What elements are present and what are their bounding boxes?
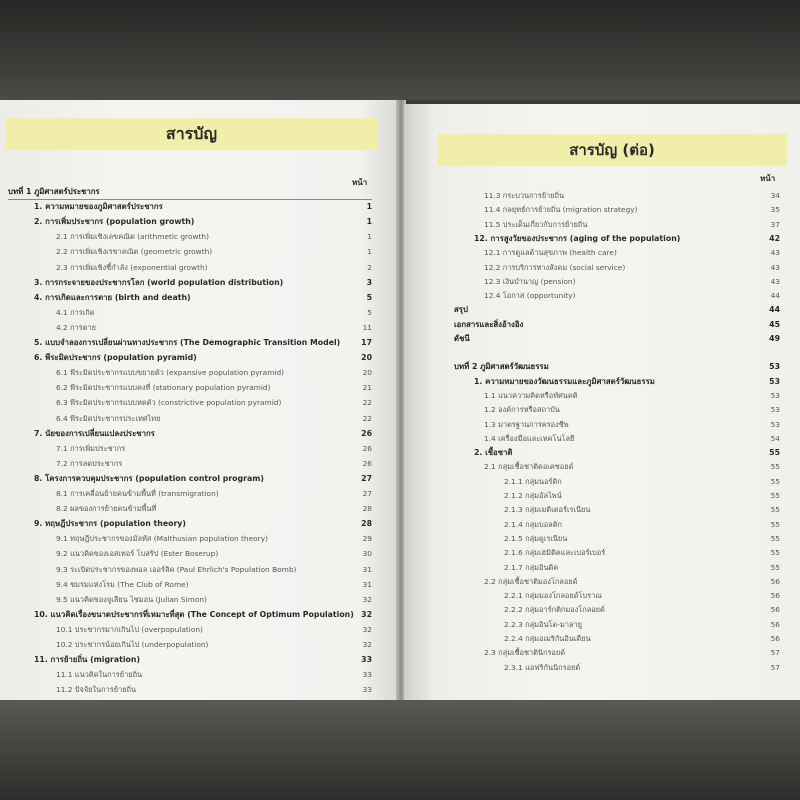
toc-entry xyxy=(0,637,398,653)
toc-entry xyxy=(0,350,398,366)
toc-entry-title: 2.1.7 กลุ่มอินดิค xyxy=(504,562,559,572)
toc-entry-title: 2. เชื้อชาติ xyxy=(474,448,513,458)
toc-entry-page: 56 xyxy=(770,591,780,601)
toc-entry-page: 56 xyxy=(770,576,780,586)
toc-entry-page: 53 xyxy=(770,419,780,429)
toc-entry-title: 7.2 การลดประชากร xyxy=(56,458,123,468)
toc-entry-page: 53 xyxy=(769,362,780,372)
toc-entry-page: 22 xyxy=(362,398,372,408)
toc-entry xyxy=(0,531,398,547)
toc-entry-title: 12. การสูงวัยของประชากร (aging of the population) xyxy=(474,233,681,243)
toc-entry xyxy=(0,199,398,215)
toc-entry-title: 1. ความหมายของวัฒนธรรมและภูมิศาสตร์วัฒนธรรม xyxy=(474,376,655,386)
toc-entry xyxy=(0,275,398,291)
toc-entry-title: 12.3 เงินบำนาญ (pension) xyxy=(484,276,576,286)
toc-entry-title: 2.1 การเพิ่มเชิงเลขคณิต (arithmetic growth) xyxy=(56,232,209,242)
toc-entry xyxy=(0,652,398,668)
toc-entry-page: 55 xyxy=(770,491,780,500)
toc-entry-page: 55 xyxy=(769,448,780,458)
toc-entry xyxy=(0,441,398,457)
background-bottom xyxy=(0,700,800,800)
toc-entry-title: 2.1.1 กลุ่มนอร์ดิก xyxy=(504,476,562,486)
toc-entry-page: 55 xyxy=(770,462,780,472)
toc-entry-page: 33 xyxy=(362,685,372,695)
toc-entry-page: 53 xyxy=(769,376,780,386)
toc-entry-page: 32 xyxy=(362,594,372,604)
toc-entry-page: 1 xyxy=(366,202,372,212)
toc-entry-page: 44 xyxy=(769,305,780,315)
toc-entry-page: 5 xyxy=(367,307,372,317)
toc-entry xyxy=(0,411,398,427)
toc-entry-title: 2. การเพิ่มประชากร (population growth) xyxy=(34,217,195,227)
toc-entry-title: 2.2.1 กลุ่มมองโกลอยด์โบราณ xyxy=(504,591,603,601)
toc-entry-page: 26 xyxy=(362,443,372,453)
toc-entry-title: 11. การย้ายถิ่น (migration) xyxy=(34,655,141,665)
toc-entry xyxy=(0,562,398,578)
toc-entry-page: 5 xyxy=(366,292,372,302)
toc-entry-title: 6.1 พีระมิดประชากรแบบขยายตัว (expansive population pyramid) xyxy=(56,368,285,378)
toc-entry-title: 8. โครงการควบคุมประชากร (population control program) xyxy=(34,473,264,483)
toc-entry xyxy=(0,244,398,260)
toc-entry xyxy=(0,546,398,562)
toc-entry xyxy=(0,456,398,472)
toc-entry-title: 2.1.4 กลุ่มบอลติก xyxy=(504,519,562,529)
toc-entry-page: 45 xyxy=(769,319,780,329)
left-page xyxy=(0,100,398,700)
toc-entry xyxy=(0,214,398,230)
toc-entry xyxy=(0,592,398,608)
toc-entry-page: 43 xyxy=(770,248,780,258)
toc-entry-page: 55 xyxy=(770,476,780,486)
toc-entry-title: 2.2.2 กลุ่มอาร์กติกมองโกลอยด์ xyxy=(504,605,605,615)
toc-entry-page: 55 xyxy=(770,519,780,529)
toc-entry-title: 12.2 การบริการทางสังคม (social service) xyxy=(484,262,626,272)
toc-entry-title: 9. ทฤษฎีประชากร (population theory) xyxy=(34,519,186,529)
toc-entry-title: 3. การกระจายของประชากรโลก (world population distribution) xyxy=(34,277,284,287)
toc-entry xyxy=(404,331,800,347)
toc-entry-title: 9.2 แนวคิดของเอสเทอร์ โบสรัป (Ester Boserup) xyxy=(56,549,219,559)
toc-entry xyxy=(0,395,398,411)
toc-entry-page: 54 xyxy=(770,433,780,443)
toc-entry-page: 35 xyxy=(770,205,780,215)
toc-entry-page: 3 xyxy=(366,277,372,287)
toc-entry-title: 2.1.5 กลุ่มดูเรเนียน xyxy=(504,533,568,543)
toc-entry-title: 5. แบบจำลองการเปลี่ยนผ่านทางประชากร (The Demographic Transition Model) xyxy=(34,338,341,347)
toc-entry-title: 2.3 กลุ่มเชื้อชาตินิกรอยด์ xyxy=(484,648,565,658)
toc-entry-page: 56 xyxy=(770,634,780,643)
toc-entry-title: 9.3 ระเบิดประชากรของพอล เออร์ลิค (Paul Ehrlich's Population Bomb) xyxy=(56,564,297,574)
toc-entry-page: 53 xyxy=(770,390,780,400)
toc-entry-title: 2.3.1 แอฟริกันนิกรอยด์ xyxy=(504,662,581,672)
toc-entry-title: 4. การเกิดและการตาย (birth and death) xyxy=(34,292,191,302)
toc-entry xyxy=(0,471,398,487)
toc-entry-page: 30 xyxy=(362,549,372,559)
toc-entry-page: 44 xyxy=(770,291,780,301)
background-top xyxy=(0,0,800,100)
left-page-title: สารบัญ xyxy=(5,118,378,150)
toc-entry-title: 11.5 ประเด็นเกี่ยวกับการย้ายถิ่น xyxy=(484,219,588,229)
toc-entry-title: 7.1 การเพิ่มประชากร xyxy=(56,443,126,453)
toc-entry-page: 17 xyxy=(361,338,372,347)
toc-entry xyxy=(0,365,398,381)
toc-entry-title: 2.2 การเพิ่มเชิงเรขาคณิต (geometric growth) xyxy=(56,247,213,257)
toc-entry-page: 1 xyxy=(367,247,372,257)
toc-entry-title: 1.1 แนวความคิดหรือทัศนคติ xyxy=(484,390,578,400)
left-page-number-header: หน้า xyxy=(352,178,368,187)
toc-entry-title: 10.2 ประชากรน้อยเกินไป (underpopulation) xyxy=(56,640,209,649)
toc-entry-page: 43 xyxy=(770,276,780,286)
toc-entry-page: 2 xyxy=(367,262,372,272)
toc-entry-title: ดัชนี xyxy=(454,334,470,343)
toc-entry-title: 6. พีระมิดประชากร (population pyramid) xyxy=(34,353,197,363)
toc-entry-page: 28 xyxy=(362,504,372,514)
toc-entry-title: 2.1.2 กลุ่มอัลไพน์ xyxy=(504,491,562,500)
toc-entry-page: 27 xyxy=(362,489,372,498)
toc-entry-title: 7. นัยของการเปลี่ยนแปลงประชากร xyxy=(34,428,155,438)
toc-entry-page: 27 xyxy=(361,473,372,483)
toc-entry xyxy=(0,335,398,351)
toc-entry-page: 1 xyxy=(367,232,372,242)
toc-entry-page: 56 xyxy=(770,619,780,629)
toc-entry xyxy=(0,622,398,638)
toc-entry-page: 57 xyxy=(770,648,780,658)
toc-entry-title: 11.1 แนวคิดในการย้ายถิ่น xyxy=(56,670,143,680)
toc-entry-title: 11.3 กระบวนการย้ายถิ่น xyxy=(484,191,565,200)
toc-entry xyxy=(0,667,398,683)
toc-entry-title: บทที่ 2 ภูมิศาสตร์วัฒนธรรม xyxy=(454,362,549,372)
toc-entry xyxy=(0,426,398,442)
toc-entry-page: 31 xyxy=(362,564,372,574)
toc-entry-page: 55 xyxy=(770,548,780,558)
toc-entry xyxy=(0,260,398,276)
toc-entry-page: 20 xyxy=(362,368,372,378)
toc-entry-title: 9.1 ทฤษฎีประชากรของมัลทัส (Malthusian population theory) xyxy=(56,534,268,544)
toc-entry-title: 12.4 โอกาส (opportunity) xyxy=(484,291,576,301)
toc-entry-title: 2.1 กลุ่มเชื้อชาติคอเคซอยด์ xyxy=(484,462,574,472)
toc-entry xyxy=(0,486,398,502)
toc-entry-page: 21 xyxy=(362,383,372,393)
toc-entry-page: 53 xyxy=(770,405,780,415)
toc-entry-title: 12.1 การดูแลด้านสุขภาพ (health care) xyxy=(484,248,617,258)
toc-entry-title: 1.4 เครื่องมือและเทคโนโลยี xyxy=(484,433,575,443)
toc-entry-page: 55 xyxy=(770,505,780,515)
toc-entry-title: 10.1 ประชากรมากเกินไป (overpopulation) xyxy=(56,624,203,634)
toc-entry-page: 43 xyxy=(770,262,780,272)
toc-entry-page: 57 xyxy=(770,662,780,672)
toc-entry-page: 26 xyxy=(361,428,372,438)
toc-entry-title: 1.2 องค์การหรือสถาบัน xyxy=(484,405,560,415)
toc-entry-page: 55 xyxy=(770,533,780,543)
toc-entry-title: 4.1 การเกิด xyxy=(56,307,95,317)
toc-entry-page: 32 xyxy=(361,609,372,619)
toc-entry-page: 20 xyxy=(361,353,372,363)
toc-entry-title: 2.3 การเพิ่มเชิงชี้กำลัง (exponential growth) xyxy=(56,262,208,272)
toc-entry-page: 31 xyxy=(362,579,372,589)
toc-entry-page: 42 xyxy=(769,233,780,243)
toc-entry-title: 9.4 ชมรมแห่งโรม (The Club of Rome) xyxy=(56,579,189,589)
toc-entry-title: 10. แนวคิดเรื่องขนาดประชากรที่เหมาะที่สุด (The Concept of Optimum Population) xyxy=(34,609,354,619)
toc-entry-page: 33 xyxy=(362,670,372,680)
toc-entry xyxy=(0,501,398,517)
toc-entry-title: 2.2 กลุ่มเชื้อชาติมองโกลอยด์ xyxy=(484,576,578,586)
toc-entry xyxy=(0,577,398,593)
toc-entry-page: 55 xyxy=(770,562,780,572)
toc-entry-title: สรุป xyxy=(454,305,468,315)
toc-entry xyxy=(404,660,800,676)
right-page xyxy=(404,104,800,700)
toc-entry-page: 49 xyxy=(769,334,780,343)
toc-entry-page: 32 xyxy=(362,640,372,649)
toc-entry xyxy=(0,320,398,336)
toc-entry-page: 29 xyxy=(362,534,372,544)
toc-entry-title: 1. ความหมายของภูมิศาสตร์ประชากร xyxy=(34,202,163,212)
right-page-title: สารบัญ (ต่อ) xyxy=(437,134,787,166)
toc-entry-page: 22 xyxy=(362,413,372,423)
toc-entry-title: 6.2 พีระมิดประชากรแบบคงที่ (stationary population pyramid) xyxy=(56,383,271,393)
toc-entry xyxy=(0,290,398,306)
toc-entry-page: 32 xyxy=(362,624,372,634)
toc-entry-page: 33 xyxy=(361,655,372,665)
toc-entry-title: 6.3 พีระมิดประชากรแบบหดตัว (constrictive population pyramid) xyxy=(56,398,282,408)
toc-entry-title: เอกสารและสิ่งอ้างอิง xyxy=(454,319,524,329)
toc-entry-title: 11.4 กลยุทธ์การย้ายถิ่น (migration strategy) xyxy=(484,205,638,215)
toc-entry-title: 8.1 การเคลื่อนย้ายคนข้ามพื้นที่ (transmigration) xyxy=(56,489,219,498)
toc-entry-title: 6.4 พีระมิดประชากรประเทศไทย xyxy=(56,413,161,423)
toc-entry xyxy=(0,607,398,623)
toc-entry-page: 34 xyxy=(770,191,780,200)
toc-entry xyxy=(0,229,398,245)
toc-entry-title: บทที่ 1 ภูมิศาสตร์ประชากร xyxy=(8,187,100,196)
toc-entry-title: 2.1.6 กลุ่มเฮมิติคและเบอร์เบอร์ xyxy=(504,548,606,558)
toc-entry-page: 56 xyxy=(770,605,780,615)
toc-entry-title: 9.5 แนวคิดของจูเลียน ไซมอน (Julian Simon) xyxy=(56,594,207,604)
toc-entry xyxy=(0,184,398,200)
toc-entry xyxy=(0,682,398,698)
toc-entry-page: 1 xyxy=(366,217,372,227)
toc-entry-page: 37 xyxy=(770,219,780,229)
toc-entry-title: 1.3 มาตรฐานการครองชีพ xyxy=(484,419,569,429)
toc-entry-title: 8.2 ผลของการย้ายคนข้ามพื้นที่ xyxy=(56,504,157,514)
toc-entry-title: 2.2.4 กลุ่มอเมริกันอินเดียน xyxy=(504,634,591,643)
toc-entry-page: 28 xyxy=(361,519,372,529)
right-page-number-header: หน้า xyxy=(760,174,776,183)
toc-entry xyxy=(0,380,398,396)
toc-entry xyxy=(0,305,398,321)
toc-entry xyxy=(0,516,398,532)
toc-entry-title: 2.2.3 กลุ่มอินโด-มาลายู xyxy=(504,619,582,629)
toc-entry-title: 4.2 การตาย xyxy=(56,322,96,332)
toc-entry-page: 26 xyxy=(362,458,372,468)
toc-entry-page: 11 xyxy=(362,322,372,332)
toc-entry-title: 11.2 ปัจจัยในการย้ายถิ่น xyxy=(56,685,137,695)
toc-entry-title: 2.1.3 กลุ่มเมดิเตอร์เรเนียน xyxy=(504,505,591,515)
